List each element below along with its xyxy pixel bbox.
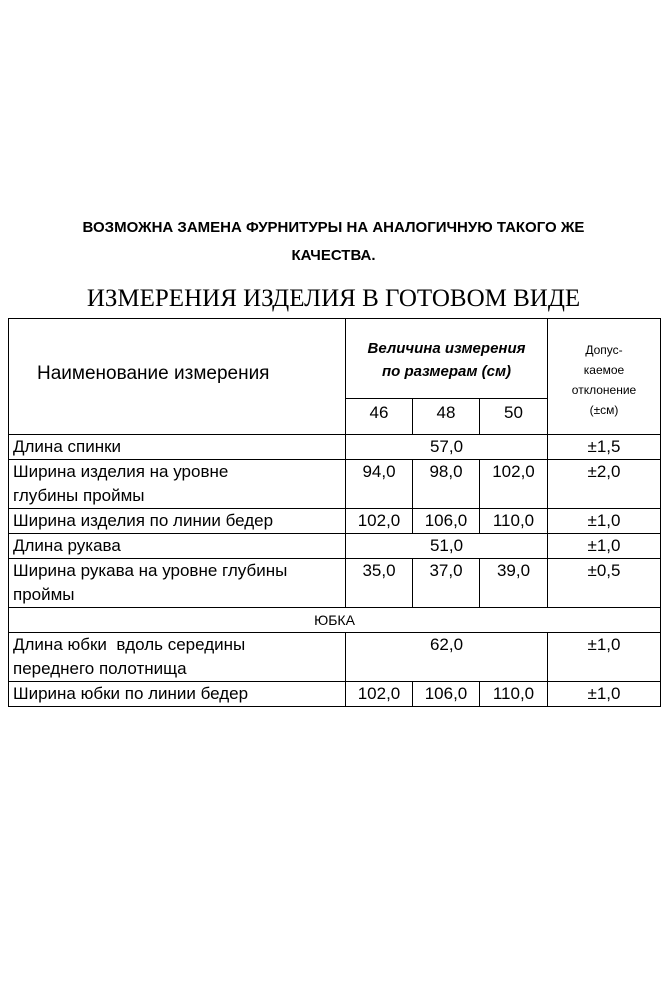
row-name-line-1: Ширина рукава на уровне глубины	[13, 561, 288, 580]
row-value-50: 110,0	[480, 682, 548, 707]
row-tolerance: ±1,0	[548, 633, 661, 682]
row-name-line-2: переднего полотнища	[13, 659, 187, 678]
header-tolerance	[548, 319, 661, 435]
row-name: Ширина юбки по линии бедер	[9, 682, 346, 707]
size-50: 50	[480, 399, 548, 435]
table-row	[9, 559, 661, 608]
header-size-line-2: по размерам (см)	[381, 362, 512, 380]
row-tolerance: ±1,0	[548, 509, 661, 534]
row-merged-value: 51,0	[346, 534, 548, 559]
size-48: 48	[413, 399, 480, 435]
row-value-46: 102,0	[346, 509, 413, 534]
row-merged-value: 62,0	[346, 633, 548, 682]
row-name: Длина рукава	[9, 534, 346, 559]
row-name-line-2: глубины проймы	[13, 486, 145, 505]
row-value-46: 35,0	[346, 559, 413, 608]
header-tol-line-2: каемое	[583, 362, 625, 377]
table-row	[9, 435, 661, 460]
row-name	[9, 460, 346, 509]
table-row	[9, 682, 661, 707]
row-value-48: 106,0	[413, 682, 480, 707]
row-tolerance: ±1,0	[548, 534, 661, 559]
header-tol-line-1: Допус-	[585, 342, 623, 357]
row-name-line-1: Длина юбки вдоль середины	[13, 635, 246, 654]
notice-line-1: ВОЗМОЖНА ЗАМЕНА ФУРНИТУРЫ НА АНАЛОГИЧНУЮ ТАКОГО ЖЕ	[82, 219, 585, 236]
row-value-50: 102,0	[480, 460, 548, 509]
row-value-50: 39,0	[480, 559, 548, 608]
header-size-value	[346, 319, 548, 399]
measurements-table	[8, 318, 661, 707]
header-tol-line-4: (±см)	[589, 402, 619, 417]
row-name	[9, 559, 346, 608]
header-measurement-name: Наименование измерения	[9, 319, 346, 435]
row-value-46: 102,0	[346, 682, 413, 707]
table-header-row	[9, 319, 661, 399]
row-name-line-2: проймы	[13, 585, 75, 604]
row-name	[9, 633, 346, 682]
row-value-48: 106,0	[413, 509, 480, 534]
row-value-48: 37,0	[413, 559, 480, 608]
row-tolerance: ±0,5	[548, 559, 661, 608]
table-row	[9, 509, 661, 534]
table-row	[9, 534, 661, 559]
row-value-46: 94,0	[346, 460, 413, 509]
size-46: 46	[346, 399, 413, 435]
table-row	[9, 460, 661, 509]
row-name: Ширина изделия по линии бедер	[9, 509, 346, 534]
row-merged-value: 57,0	[346, 435, 548, 460]
row-tolerance: ±1,5	[548, 435, 661, 460]
row-value-50: 110,0	[480, 509, 548, 534]
row-value-48: 98,0	[413, 460, 480, 509]
page-title: ИЗМЕРЕНИЯ ИЗДЕЛИЯ В ГОТОВОМ ВИДЕ	[86, 285, 581, 312]
row-name-line-1: Ширина изделия на уровне	[13, 462, 229, 481]
table-row	[9, 633, 661, 682]
section-row	[9, 608, 661, 633]
header-tol-line-3: отклонение	[571, 382, 637, 397]
notice-line-2: КАЧЕСТВА.	[291, 247, 376, 264]
row-tolerance: ±1,0	[548, 682, 661, 707]
header-size-line-1: Величина измерения	[367, 339, 526, 357]
row-tolerance: ±2,0	[548, 460, 661, 509]
row-name: Длина спинки	[9, 435, 346, 460]
section-heading-skirt: ЮБКА	[9, 608, 661, 633]
notice-text	[0, 214, 667, 270]
